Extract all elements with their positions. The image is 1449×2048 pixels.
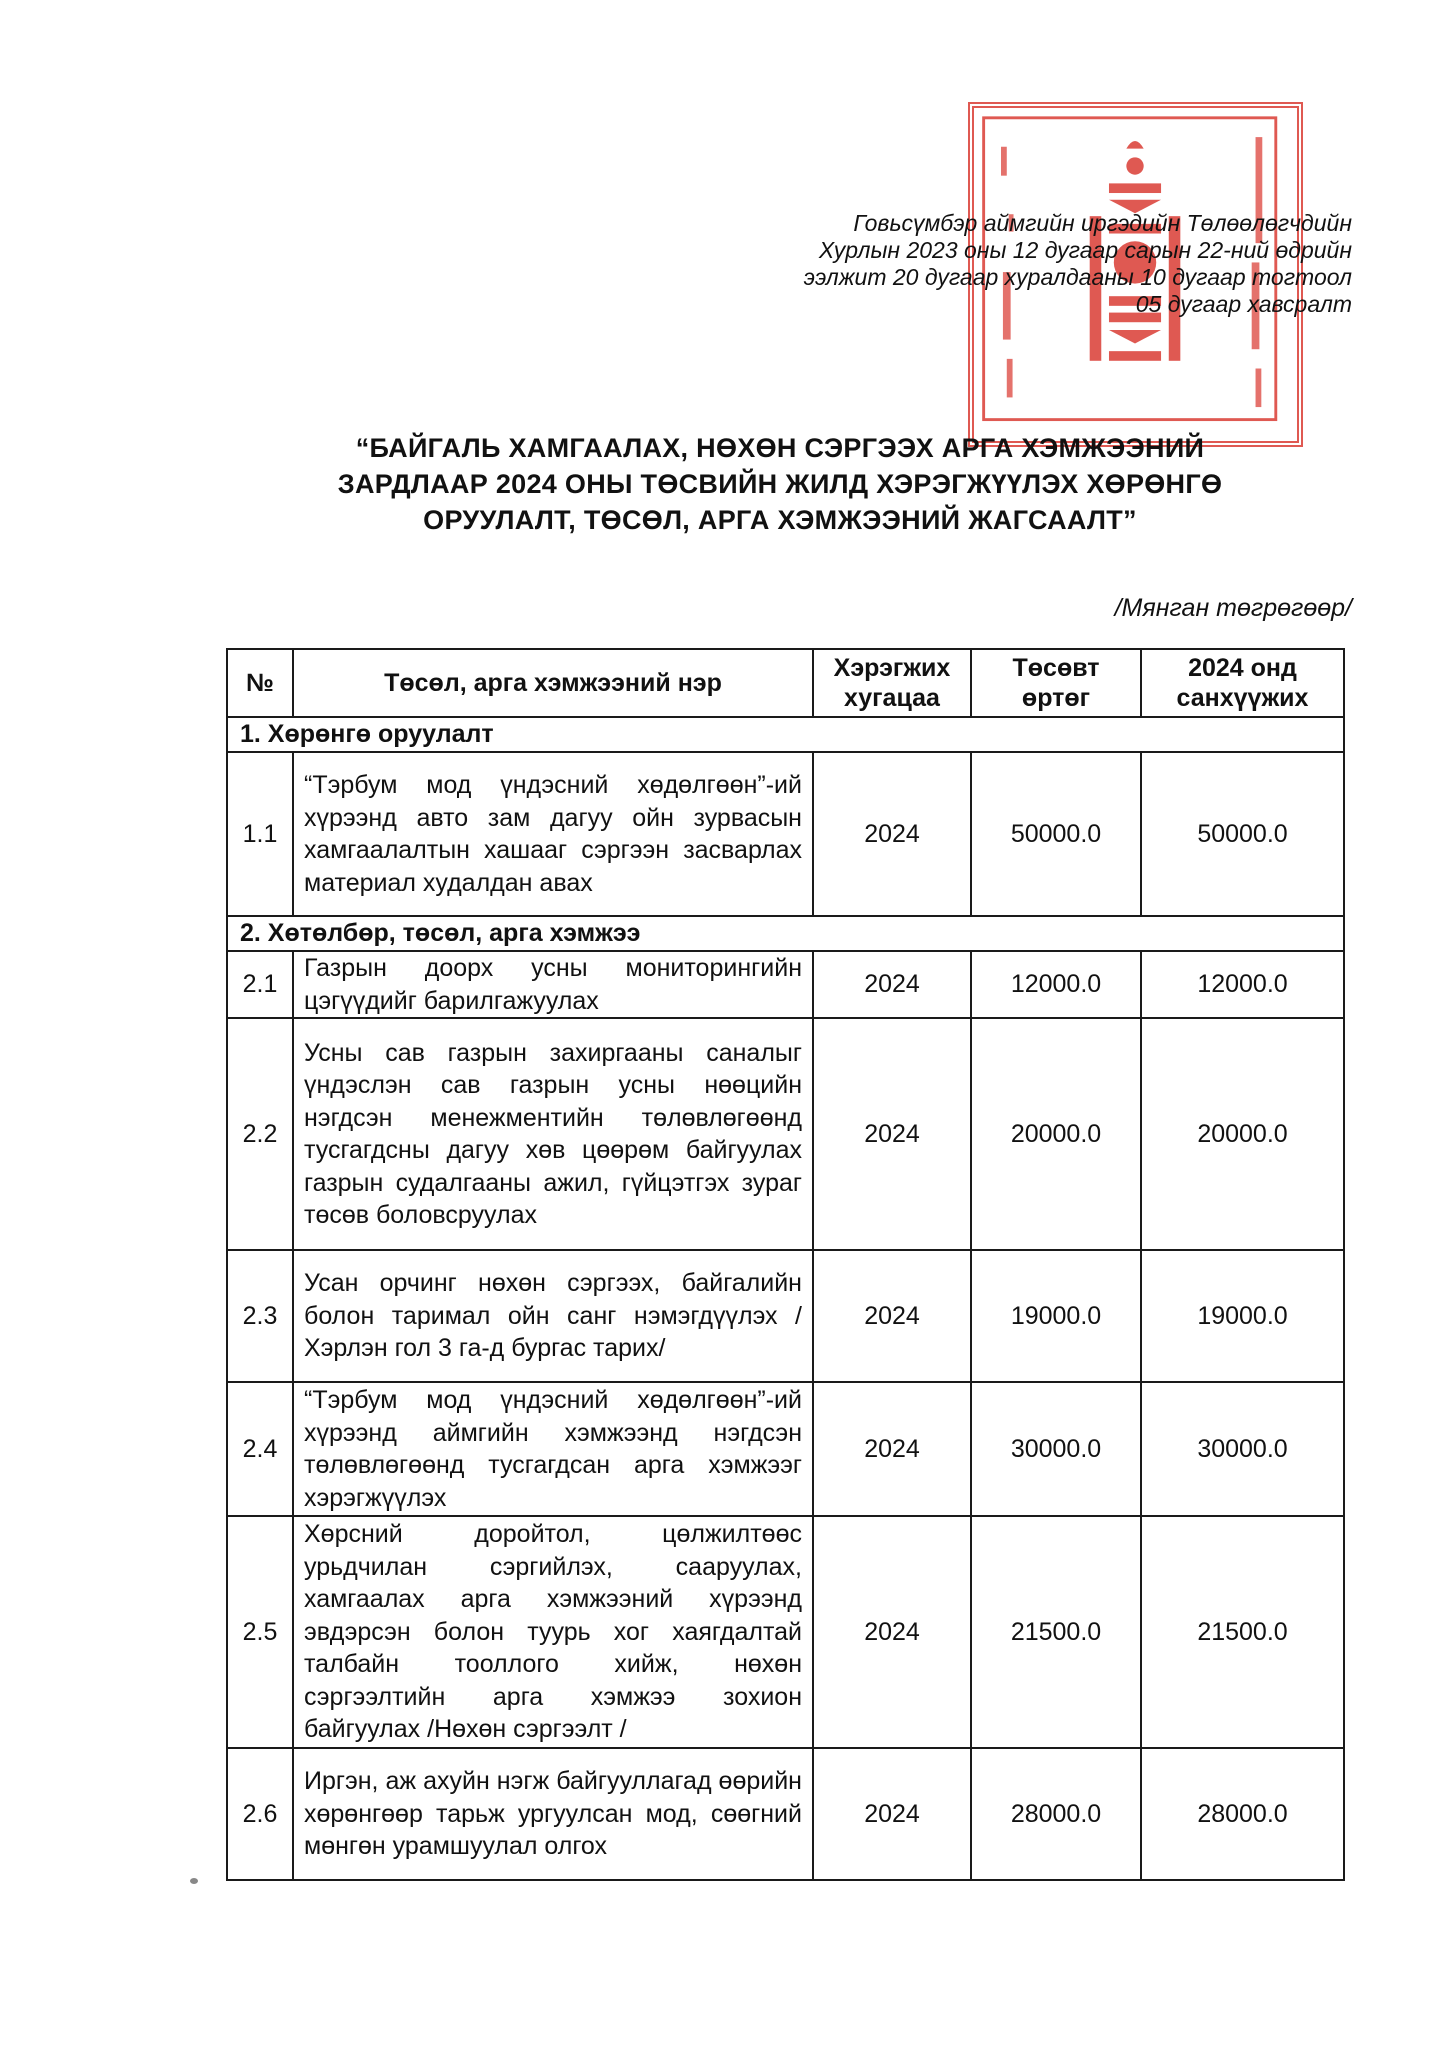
cell-name: “Тэрбум мод үндэсний хөдөлгөөн”-ий хүрээнд авто зам дагуу ойн зурвасын хамгаалалтын хашааг сэргээн засварлах материал худалдан авах [293,752,813,916]
header-no: № [227,649,293,717]
cell-name: Усан орчинг нөхөн сэргээх, байгалийн болон таримал ойн санг нэмэгдүүлэх /Хэрлэн гол 3 га-д бургас тарих/ [293,1250,813,1382]
cell-funding: 20000.0 [1141,1018,1344,1250]
cell-duration: 2024 [813,1516,971,1748]
header-funding: 2024 онд санхүүжих [1141,649,1344,717]
cell-funding: 50000.0 [1141,752,1344,916]
cell-no: 2.3 [227,1250,293,1382]
cell-cost: 12000.0 [971,951,1141,1018]
appendix-line: ээлжит 20 дугаар хуралдааны 10 дугаар тогтоол [803,264,1352,290]
cell-cost: 19000.0 [971,1250,1141,1382]
cell-duration: 2024 [813,1018,971,1250]
cell-duration: 2024 [813,1250,971,1382]
cell-no: 2.5 [227,1516,293,1748]
cell-no: 2.4 [227,1382,293,1516]
cell-name: “Тэрбум мод үндэсний хөдөлгөөн”-ий хүрээнд аймгийн хэмжээнд нэгдсэн төлөвлөгөөнд тусгагдсан арга хэмжээг хэрэгжүүлэх [293,1382,813,1516]
header-duration: Хэрэгжих хугацаа [813,649,971,717]
cell-cost: 28000.0 [971,1748,1141,1880]
budget-table [226,648,1345,1881]
section-row [227,916,1344,951]
cell-name: Иргэн, аж ахуйн нэгж байгууллагад өөрийн хөрөнгөөр тарьж ургуулсан мод, сөөгний мөнгөн урамшуулал олгох [293,1748,813,1880]
cell-funding: 12000.0 [1141,951,1344,1018]
document-title [260,430,1300,538]
cell-no: 1.1 [227,752,293,916]
cell-name: Хөрсний доройтол, цөлжилтөөс урьдчилан сэргийлэх, сааруулах, хамгаалах арга хэмжээний хүрээнд эвдэрсэн болон туурь хог хаягдалтай талбайн тооллого хийж, нөхөн сэргээлтийн арга хэмжээ зохион байгуулах /Нөхөн сэргээлт / [293,1516,813,1748]
table-header-row [227,649,1344,717]
title-line: “БАЙГАЛЬ ХАМГААЛАХ, НӨХӨН СЭРГЭЭХ АРГА ХЭМЖЭЭНИЙ [355,433,1205,463]
appendix-line: Говьсүмбэр аймгийн иргэдийн Төлөөлөгчдийн [853,210,1352,236]
scan-speck [190,1878,198,1884]
cell-duration: 2024 [813,752,971,916]
cell-cost: 50000.0 [971,752,1141,916]
table-row [227,752,1344,916]
cell-duration: 2024 [813,1382,971,1516]
cell-funding: 21500.0 [1141,1516,1344,1748]
cell-name: Газрын доорх усны мониторингийн цэгүүдийг барилгажуулах [293,951,813,1018]
cell-cost: 21500.0 [971,1516,1141,1748]
table-row [227,1018,1344,1250]
appendix-reference [732,210,1352,318]
section-title: 1. Хөрөнгө оруулалт [227,717,1344,752]
title-line: ОРУУЛАЛТ, ТӨСӨЛ, АРГА ХЭМЖЭЭНИЙ ЖАГСААЛТ” [423,505,1137,535]
appendix-line: Хурлын 2023 оны 12 дугаар сарын 22-ний өдрийн [818,237,1352,263]
table-row [227,1250,1344,1382]
section-title: 2. Хөтөлбөр, төсөл, арга хэмжээ [227,916,1344,951]
unit-note: /Мянган төгрөгөөр/ [1114,594,1352,622]
header-name: Төсөл, арга хэмжээний нэр [293,649,813,717]
cell-name: Усны сав газрын захиргааны саналыг үндэслэн сав газрын усны нөөцийн нэгдсэн менежментийн төлөвлөгөөнд тусгагдсны дагуу хөв цөөрөм байгуулах газрын судалгааны ажил, гүйцэтгэх зураг төсөв боловсруулах [293,1018,813,1250]
header-cost: Төсөвт өртөг [971,649,1141,717]
cell-duration: 2024 [813,1748,971,1880]
cell-funding: 30000.0 [1141,1382,1344,1516]
appendix-line: 05 дугаар хавсралт [1135,291,1352,317]
section-row [227,717,1344,752]
cell-no: 2.1 [227,951,293,1018]
table-row [227,1382,1344,1516]
table-row [227,1748,1344,1880]
cell-cost: 20000.0 [971,1018,1141,1250]
table-row [227,1516,1344,1748]
cell-cost: 30000.0 [971,1382,1141,1516]
cell-no: 2.6 [227,1748,293,1880]
title-line: ЗАРДЛААР 2024 ОНЫ ТӨСВИЙН ЖИЛД ХЭРЭГЖҮҮЛЭХ ХӨРӨНГӨ [337,469,1223,499]
cell-no: 2.2 [227,1018,293,1250]
cell-funding: 28000.0 [1141,1748,1344,1880]
cell-funding: 19000.0 [1141,1250,1344,1382]
table-row [227,951,1344,1018]
cell-duration: 2024 [813,951,971,1018]
